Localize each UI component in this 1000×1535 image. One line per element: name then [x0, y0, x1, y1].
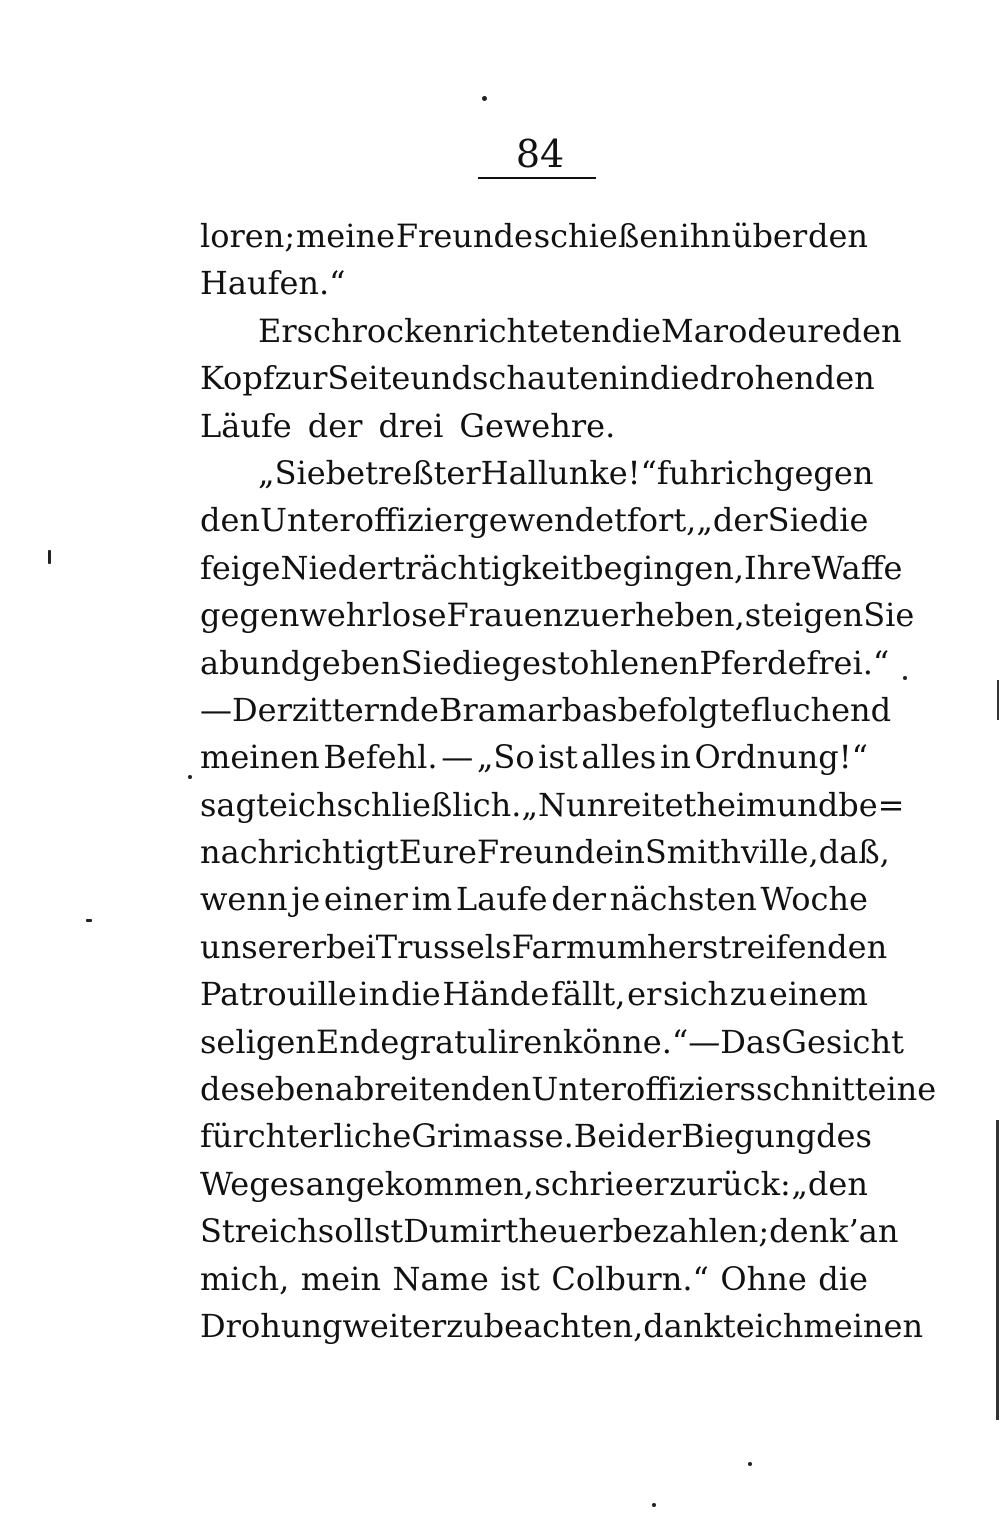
- word: je: [291, 880, 321, 919]
- word: Sie: [767, 501, 819, 540]
- word: reitet: [607, 785, 697, 824]
- word: an: [858, 1212, 899, 1251]
- scan-speck-mid: [188, 775, 192, 779]
- word: gegen: [200, 596, 300, 635]
- word: Name: [392, 1259, 489, 1298]
- word: einer: [323, 880, 408, 919]
- word: „Nun: [521, 785, 608, 824]
- text-line: [200, 1113, 872, 1160]
- word: steigen: [744, 596, 864, 635]
- word: drohenden: [699, 359, 875, 398]
- word: frei.“: [806, 643, 890, 682]
- word: Eure: [398, 833, 477, 872]
- text-line: [200, 545, 903, 592]
- word: wehrlose: [299, 596, 447, 635]
- word: befolgte: [617, 690, 751, 729]
- word: ab: [200, 643, 240, 682]
- word: Der: [232, 690, 292, 729]
- word: „Sie: [258, 453, 326, 492]
- word: Bramarbas: [438, 690, 618, 729]
- text-line: [200, 260, 868, 307]
- word: in: [358, 975, 390, 1014]
- scan-edge-mark-2: [996, 1120, 999, 1420]
- word: des: [816, 1117, 872, 1156]
- text-line: [200, 355, 875, 402]
- word: betreßter: [325, 453, 481, 492]
- word: Das: [720, 1022, 782, 1061]
- word: Seite: [327, 359, 411, 398]
- text-line: [200, 497, 868, 544]
- word: Unteroffizier: [260, 501, 469, 540]
- word: mein: [300, 1259, 381, 1298]
- text-line: [200, 924, 888, 971]
- word: ich: [754, 1306, 804, 1345]
- word: angekommen,: [305, 1164, 534, 1203]
- word: die: [451, 643, 502, 682]
- scan-speck-top: [482, 96, 487, 101]
- word: und: [239, 643, 302, 682]
- word: ich: [725, 453, 774, 492]
- word: Kopf: [200, 359, 275, 398]
- word: er: [634, 1164, 669, 1203]
- word: den: [807, 217, 868, 255]
- scan-speck-right: [903, 676, 907, 680]
- scan-edge-mark-1: [997, 680, 999, 720]
- word: der: [307, 406, 363, 445]
- word: nachrichtigt: [200, 833, 399, 872]
- word: gratuliren: [399, 1022, 563, 1061]
- word: eben: [255, 1070, 335, 1109]
- word: Colburn.“: [551, 1259, 709, 1298]
- word: schnitt: [755, 1070, 868, 1109]
- word: wenn: [200, 880, 288, 919]
- word: Drohung: [200, 1306, 343, 1345]
- word: schließlich.: [336, 785, 522, 824]
- word: Gesicht: [781, 1022, 904, 1061]
- word: in: [614, 833, 645, 872]
- word: ist: [538, 738, 578, 777]
- word: feige: [200, 548, 281, 587]
- text-line: [200, 1208, 899, 1255]
- word: geben: [301, 643, 401, 682]
- word: Hände: [442, 975, 550, 1014]
- word: loren;: [200, 217, 296, 255]
- word: über: [731, 217, 808, 255]
- word: mir: [449, 1212, 506, 1251]
- word: bei: [326, 927, 376, 966]
- word: seligen: [200, 1022, 316, 1061]
- word: meine: [295, 217, 395, 255]
- word: beachten,: [483, 1306, 644, 1345]
- word: Befehl.: [323, 738, 438, 777]
- text-line: [200, 308, 902, 355]
- word: Freunde: [395, 217, 533, 255]
- word: fort,: [626, 501, 697, 540]
- text-line: [200, 876, 868, 923]
- word: einem: [768, 975, 868, 1014]
- word: in: [659, 738, 691, 777]
- scan-speck-bottom2: [652, 1503, 656, 1507]
- word: schießen: [533, 217, 679, 255]
- word: Patrouille: [200, 975, 357, 1014]
- word: Niederträchtigkeit: [280, 548, 584, 587]
- word: Läufe: [200, 406, 292, 445]
- word: der: [626, 1117, 682, 1156]
- word: und: [776, 785, 839, 824]
- scan-speck-bottom: [748, 1462, 752, 1466]
- word: schauten: [472, 359, 620, 398]
- word: eine: [867, 1070, 937, 1109]
- word: Pferde: [699, 643, 807, 682]
- word: und: [410, 359, 472, 398]
- word: Grimasse.: [411, 1117, 574, 1156]
- word: Trussels: [375, 927, 512, 966]
- word: Haufen.“: [200, 264, 346, 303]
- text-line: [200, 1161, 868, 1208]
- word: Streich: [200, 1212, 318, 1251]
- word: schrie: [534, 1164, 634, 1203]
- word: Sie: [400, 643, 452, 682]
- word: „der: [696, 501, 768, 540]
- word: Ohne: [720, 1259, 807, 1298]
- word: meinen: [803, 1306, 924, 1345]
- word: Frauen: [446, 596, 564, 635]
- text-line: [200, 640, 890, 687]
- text-line: [200, 403, 868, 450]
- text-line: [200, 829, 890, 876]
- word: fürchterliche: [200, 1117, 412, 1156]
- scan-speck-left: [48, 550, 51, 564]
- text-line: [200, 971, 868, 1018]
- text-line: [200, 1019, 904, 1066]
- word: unserer: [200, 927, 327, 966]
- word: Laufe: [455, 880, 548, 919]
- word: richteten: [463, 311, 612, 350]
- word: den: [841, 311, 902, 350]
- word: Ordnung!“: [694, 738, 868, 777]
- word: Farm: [511, 927, 597, 966]
- word: heim: [696, 785, 777, 824]
- word: könne.“: [562, 1022, 689, 1061]
- word: im: [411, 880, 453, 919]
- word: Freunde: [476, 833, 614, 872]
- word: —: [688, 1022, 721, 1061]
- word: —: [200, 690, 232, 729]
- page-number-rule: [478, 177, 596, 179]
- word: fuhr: [656, 453, 726, 492]
- word: zitternde: [291, 690, 439, 729]
- word: umherstreifenden: [596, 927, 888, 966]
- word: den: [200, 501, 261, 540]
- word: die: [611, 311, 661, 350]
- word: gegen: [774, 453, 874, 492]
- word: die: [649, 359, 700, 398]
- word: Hallunke!“: [480, 453, 657, 492]
- word: Woche: [760, 880, 868, 919]
- word: die: [818, 501, 869, 540]
- word: daß,: [818, 833, 890, 872]
- word: ihn: [679, 217, 732, 255]
- word: Biegung: [681, 1117, 817, 1156]
- word: Gewehre.: [459, 406, 616, 445]
- word: ich: [287, 785, 337, 824]
- word: Sie: [863, 596, 915, 635]
- scan-speck-left-low: [86, 919, 92, 922]
- word: sagte: [200, 785, 288, 824]
- word: denk’: [769, 1212, 859, 1251]
- word: abreitenden: [334, 1070, 532, 1109]
- word: ist: [500, 1259, 540, 1298]
- word: zurück:: [669, 1164, 791, 1203]
- word: Ende: [315, 1022, 400, 1061]
- word: sich: [662, 975, 729, 1014]
- word: fluchend: [750, 690, 892, 729]
- word: nächsten: [609, 880, 757, 919]
- word: der: [551, 880, 607, 919]
- word: zu: [729, 975, 768, 1014]
- word: zu: [446, 1306, 484, 1345]
- word: Marodeure: [660, 311, 842, 350]
- word: weiter: [342, 1306, 447, 1345]
- text-line: [200, 687, 892, 734]
- word: Waffe: [811, 548, 903, 587]
- word: Du: [403, 1212, 450, 1251]
- text-line: [200, 782, 905, 829]
- word: mich,: [200, 1259, 290, 1298]
- word: erheben,: [600, 596, 745, 635]
- text-line: [200, 1256, 868, 1303]
- word: meinen: [200, 738, 320, 777]
- word: die: [818, 1259, 868, 1298]
- body-text: [200, 213, 937, 1350]
- word: begingen,: [583, 548, 745, 587]
- text-line: [200, 734, 868, 781]
- word: Weges: [200, 1164, 306, 1203]
- word: gewendet: [468, 501, 627, 540]
- word: er: [627, 975, 662, 1014]
- word: theuer: [505, 1212, 613, 1251]
- word: zu: [563, 596, 601, 635]
- word: „So: [476, 738, 535, 777]
- text-line: [200, 450, 874, 497]
- page-number: 84: [515, 132, 565, 176]
- word: drei: [378, 406, 444, 445]
- text-line: [200, 1066, 937, 1113]
- word: be=: [838, 785, 905, 824]
- text-line: [200, 592, 915, 639]
- word: Unteroffiziers: [531, 1070, 756, 1109]
- word: sollst: [317, 1212, 404, 1251]
- word: die: [391, 975, 441, 1014]
- word: des: [200, 1070, 256, 1109]
- word: alles: [581, 738, 657, 777]
- word: Ihre: [744, 548, 812, 587]
- word: „den: [791, 1164, 868, 1203]
- word: fällt,: [550, 975, 626, 1014]
- word: Bei: [573, 1117, 627, 1156]
- word: Erschrocken: [258, 311, 464, 350]
- word: —: [441, 738, 474, 777]
- word: bezahlen;: [612, 1212, 770, 1251]
- word: zur: [274, 359, 328, 398]
- word: dankte: [643, 1306, 755, 1345]
- word: in: [619, 359, 650, 398]
- word: Smithville,: [644, 833, 819, 872]
- word: gestohlenen: [501, 643, 700, 682]
- text-line: [200, 213, 868, 260]
- text-line: [200, 1303, 924, 1350]
